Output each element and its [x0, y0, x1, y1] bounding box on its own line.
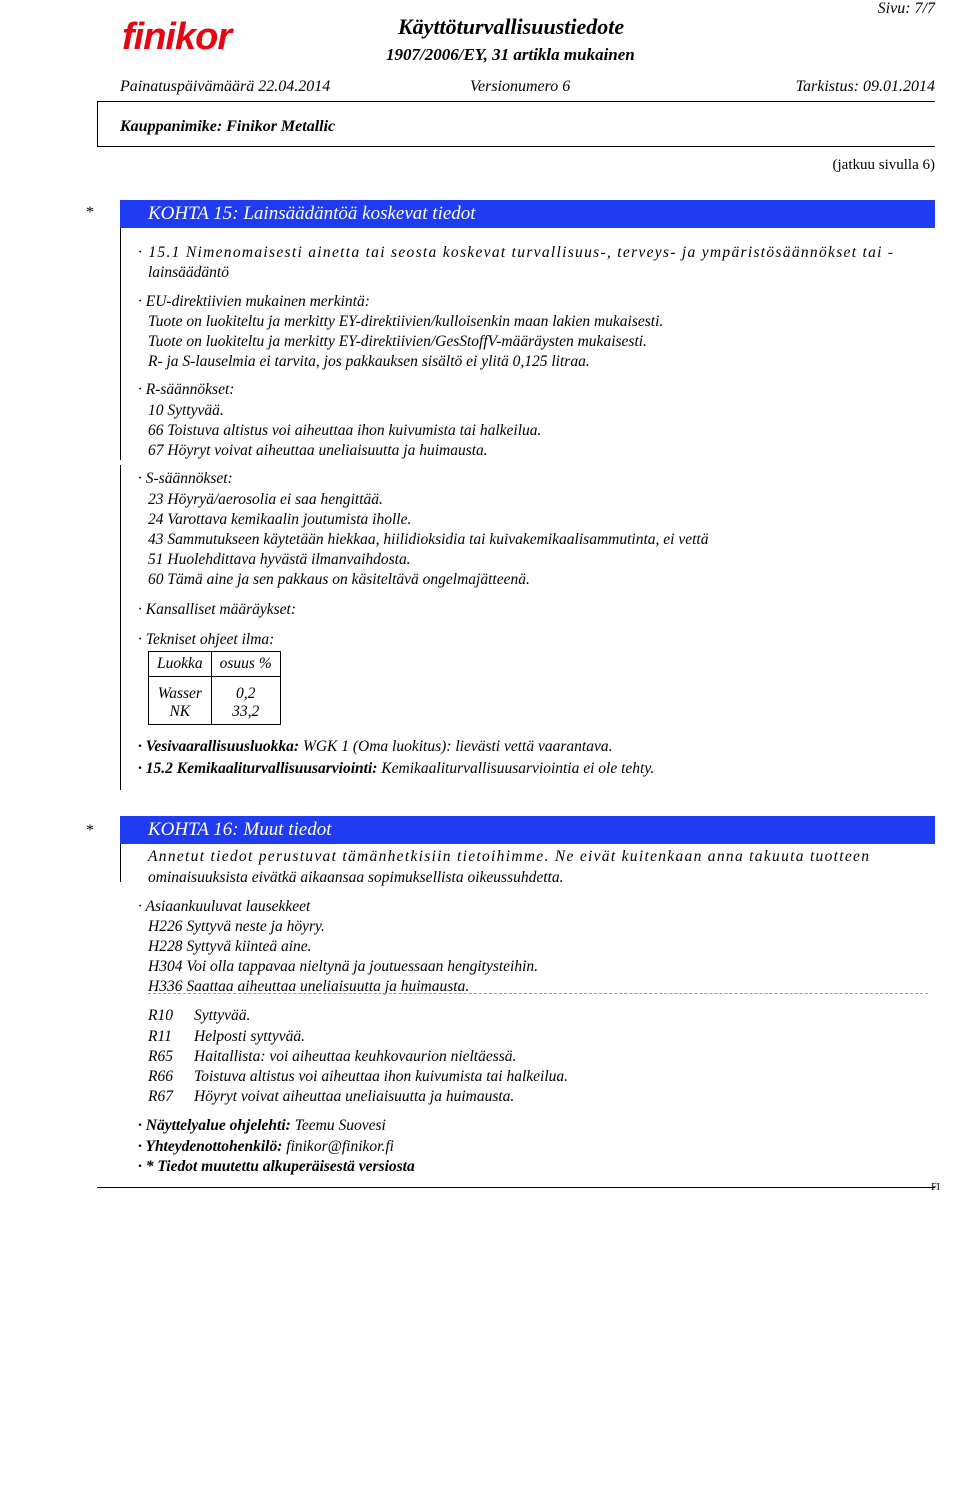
language-code: FI	[931, 1182, 940, 1193]
eu-line: Tuote on luokiteltu ja merkitty EY-direktiivien/GesStoffV-määräysten mukaisesti.	[148, 333, 647, 350]
subsection-15-1-title: · 15.1 Nimenomaisesti ainetta tai seosta koskevat turvallisuus-, terveys- ja ympäristösäännökset tai -	[138, 244, 895, 261]
s-phrases-label: · S-säännökset:	[138, 470, 233, 487]
water-hazard-label: · Vesivaarallisuusluokka:	[138, 738, 300, 755]
s-phrase: 60 Tämä aine ja sen pakkaus on käsiteltävä ongelmajätteenä.	[148, 571, 530, 588]
section-16-header	[120, 816, 935, 844]
column-header: osuus %	[211, 652, 280, 677]
table-row	[149, 703, 281, 725]
s-phrase: 23 Höyryä/aerosolia ei saa hengittää.	[148, 491, 383, 508]
contact-label: · Yhteydenottohenkilö:	[138, 1138, 283, 1155]
section-15-header	[120, 200, 935, 228]
column-header: Luokka	[149, 652, 212, 677]
section-16-title: KOHTA 16: Muut tiedot	[148, 819, 332, 840]
revision-date: Tarkistus: 09.01.2014	[795, 78, 935, 95]
trade-divider	[97, 146, 935, 147]
section-16-left-border	[120, 844, 121, 882]
r-phrase: 66 Toistuva altistus voi aiheuttaa ihon kuivumista tai halkeilua.	[148, 422, 542, 439]
chemical-safety-assessment	[138, 760, 654, 778]
document-title: Käyttöturvallisuustiedote	[398, 14, 625, 39]
contact-email[interactable]: finikor@finikor.fi	[286, 1138, 394, 1155]
national-regulations-label: · Kansalliset määräykset:	[138, 601, 296, 618]
table-row	[149, 677, 281, 704]
h-statement: H228 Syttyvä kiinteä aine.	[148, 938, 312, 955]
company-logo: finikor	[122, 16, 232, 58]
r-code: R65	[148, 1048, 173, 1065]
issuer-label: · Näyttelyalue ohjelehti:	[138, 1117, 291, 1134]
table-cell: 0,2	[211, 677, 280, 704]
contact	[138, 1138, 394, 1156]
relevant-phrases-label: · Asiaankuuluvat lausekkeet	[138, 898, 311, 915]
table-cell: 33,2	[211, 703, 280, 725]
h-statement: H336 Saattaa aiheuttaa uneliaisuutta ja huimausta.	[148, 978, 470, 995]
s-phrase: 24 Varottava kemikaalin joutumista iholle.	[148, 511, 412, 528]
print-date: Painatuspäivämäärä 22.04.2014	[120, 78, 331, 95]
section-15-title: KOHTA 15: Lainsäädäntöä koskevat tiedot	[148, 203, 476, 224]
disclaimer-text: Annetut tiedot perustuvat tämänhetkisiin tietoihimme. Ne eivät kuitenkaan anna takuuta tuotteen	[148, 848, 871, 865]
trade-name: Kauppanimike: Finikor Metallic	[120, 118, 336, 135]
section-15-left-border	[120, 228, 121, 460]
changed-note: · * Tiedot muutettu alkuperäisestä versiosta	[138, 1158, 415, 1175]
technical-instructions-label: · Tekniset ohjeet ilma:	[138, 631, 275, 648]
technical-instructions-table	[148, 651, 281, 725]
r-code: R66	[148, 1068, 173, 1085]
eu-label: · EU-direktiivien mukainen merkintä:	[138, 293, 370, 310]
document-subtitle: 1907/2006/EY, 31 artikla mukainen	[386, 45, 635, 64]
water-hazard-class	[138, 738, 612, 756]
page-number: Sivu: 7/7	[877, 0, 935, 17]
r-text: Toistuva altistus voi aiheuttaa ihon kuivumista tai halkeilua.	[194, 1068, 568, 1085]
issuer	[138, 1117, 386, 1135]
eu-line: Tuote on luokiteltu ja merkitty EY-direktiivien/kulloisenkin maan lakien mukaisesti.	[148, 313, 664, 330]
chemical-safety-value: Kemikaaliturvallisuusarviointia ei ole tehty.	[381, 760, 655, 777]
water-hazard-value: WGK 1 (Oma luokitus): lievästi vettä vaarantava.	[302, 738, 613, 755]
footer-divider	[97, 1187, 935, 1188]
changed-marker: *	[86, 822, 94, 839]
r-phrase: 10 Syttyvää.	[148, 402, 224, 419]
r-text: Haitallista: voi aiheuttaa keuhkovaurion nieltäessä.	[194, 1048, 517, 1065]
trade-box-left-border	[97, 101, 98, 146]
table-cell: Wasser	[149, 677, 212, 704]
issuer-value: Teemu Suovesi	[294, 1117, 386, 1134]
disclaimer-text-cont: ominaisuuksista eivätkä aikaansaa sopimuksellista oikeussuhdetta.	[148, 869, 564, 886]
continued-note: (jatkuu sivulla 6)	[832, 157, 935, 173]
r-text: Höyryt voivat aiheuttaa uneliaisuutta ja huimausta.	[194, 1088, 515, 1105]
eu-line: R- ja S-lauselmia ei tarvita, jos pakkauksen sisältö ei ylitä 0,125 litraa.	[148, 353, 590, 370]
subsection-15-1-title-cont: lainsäädäntö	[148, 264, 229, 281]
r-text: Helposti syttyvää.	[194, 1028, 306, 1045]
chemical-safety-label: · 15.2 Kemikaaliturvallisuusarviointi:	[138, 760, 378, 777]
r-phrases-label: · R-säännökset:	[138, 381, 235, 398]
s-phrase: 51 Huolehdittava hyvästä ilmanvaihdosta.	[148, 551, 411, 568]
header-divider	[97, 101, 935, 102]
h-statement: H304 Voi olla tappavaa nieltynä ja joutuessaan hengitysteihin.	[148, 958, 539, 975]
s-phrase: 43 Sammutukseen käytetään hiekkaa, hiilidioksidia tai kuivakemikaalisammutinta, ei vettä	[148, 531, 709, 548]
table-header-row	[149, 652, 281, 677]
r-code: R10	[148, 1007, 173, 1024]
section-15-left-border-lower	[120, 465, 121, 790]
r-code: R11	[148, 1028, 172, 1045]
r-text: Syttyvää.	[194, 1007, 251, 1024]
dotted-separator	[148, 993, 928, 994]
h-statement: H226 Syttyvä neste ja höyry.	[148, 918, 325, 935]
table-cell: NK	[149, 703, 212, 725]
r-code: R67	[148, 1088, 173, 1105]
r-phrase: 67 Höyryt voivat aiheuttaa uneliaisuutta ja huimausta.	[148, 442, 488, 459]
changed-marker: *	[86, 204, 94, 221]
version-number: Versionumero 6	[470, 78, 571, 95]
